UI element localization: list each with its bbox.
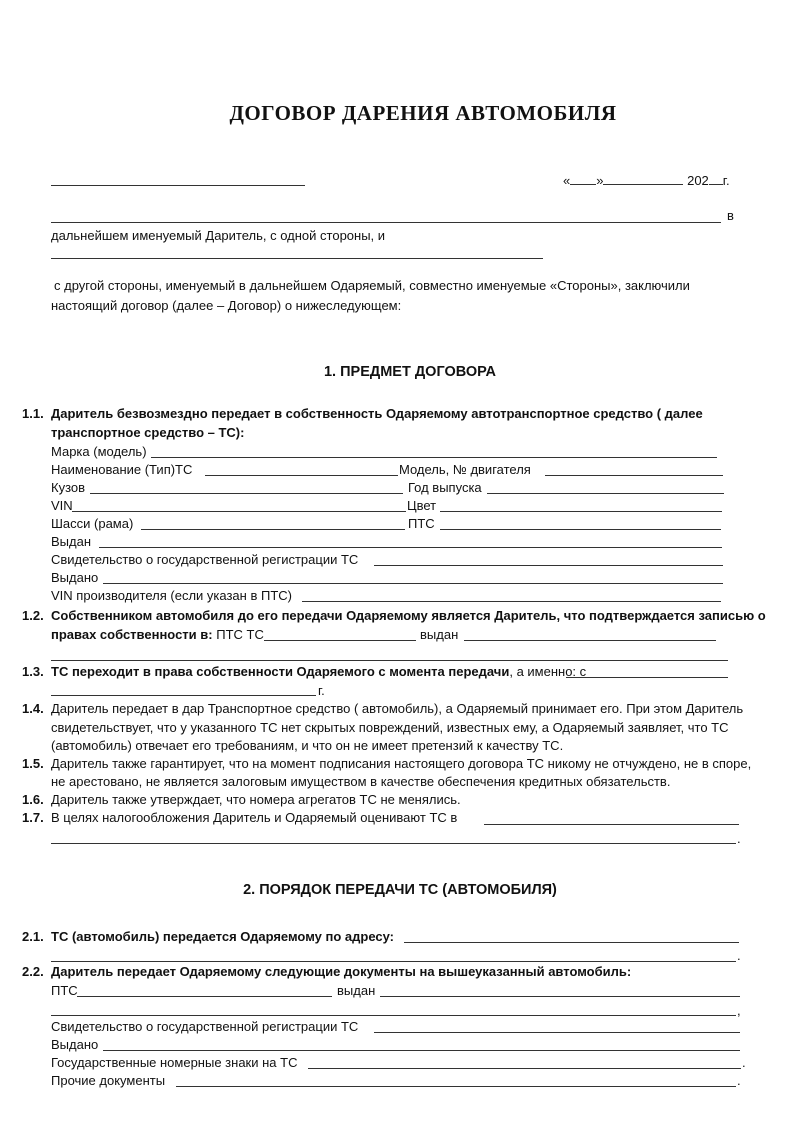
clause-number: 1.5. bbox=[22, 756, 44, 771]
clause-1-5-line-1: Даритель также гарантирует, что на момент подписания настоящего договора ТС никому не отчуждено, не в споре, bbox=[51, 756, 752, 771]
donor-line: дальнейшем именуемый Даритель, с одной стороны, и bbox=[51, 228, 386, 243]
period: . bbox=[742, 1055, 746, 1070]
issued-label: выдан bbox=[420, 627, 459, 642]
pts-field[interactable] bbox=[440, 529, 721, 530]
clause-1-1-line-2: транспортное средство – ТС): bbox=[51, 425, 245, 440]
plates-label: Государственные номерные знаки на ТС bbox=[51, 1055, 298, 1070]
clause-number: 1.4. bbox=[22, 701, 44, 716]
chassis-field[interactable] bbox=[141, 529, 405, 530]
pts-label: ПТС bbox=[51, 983, 78, 998]
issued2-field[interactable] bbox=[103, 1050, 740, 1051]
other-docs-label: Прочие документы bbox=[51, 1073, 166, 1088]
intro-line-1: с другой стороны, именуемый в дальнейшем Одаряемый, совместно именуемые «Стороны», заключили bbox=[54, 278, 690, 293]
address-field[interactable] bbox=[404, 942, 739, 943]
issued-field[interactable] bbox=[99, 547, 722, 548]
clause-number: 1.6. bbox=[22, 792, 44, 807]
transfer-date-field-cont[interactable] bbox=[51, 695, 316, 696]
issued-label: выдан bbox=[337, 983, 376, 998]
brand-label: Марка (модель) bbox=[51, 444, 147, 459]
clause-number: 2.2. bbox=[22, 964, 44, 979]
pts-issued-field[interactable] bbox=[380, 996, 740, 997]
transfer-date-field[interactable] bbox=[566, 677, 728, 678]
place-field[interactable] bbox=[51, 185, 305, 186]
address-field-cont[interactable] bbox=[51, 961, 736, 962]
clause-2-1-line-1: ТС (автомобиль) передается Одаряемому по адресу: bbox=[51, 929, 394, 944]
year-field[interactable] bbox=[487, 493, 724, 494]
intro-line-2: настоящий договор (далее – Договор) о нижеследующем: bbox=[51, 298, 402, 313]
clause-1-4-line-3: (автомобиль) отвечает его требованиям, и что он не имеет претензий к качеству ТС. bbox=[51, 738, 564, 753]
color-field[interactable] bbox=[440, 511, 722, 512]
issued2-label: Выдано bbox=[51, 1037, 99, 1052]
vin-maker-field[interactable] bbox=[302, 601, 721, 602]
period: . bbox=[737, 1073, 741, 1088]
clause-number: 2.1. bbox=[22, 929, 44, 944]
date-field[interactable] bbox=[563, 173, 730, 188]
type-field[interactable] bbox=[205, 475, 398, 476]
clause-1-1-line-1: Даритель безвозмездно передает в собственность Одаряемому автотранспортное средство ( далее bbox=[51, 406, 703, 421]
engine-field[interactable] bbox=[545, 475, 723, 476]
engine-label: Модель, № двигателя bbox=[399, 462, 531, 477]
clause-1-5-line-2: не арестовано, не является залоговым имуществом в качестве обеспечения кредитных обязательств. bbox=[51, 774, 671, 789]
clause-number: 1.2. bbox=[22, 608, 44, 623]
vin-field[interactable] bbox=[72, 511, 406, 512]
clause-1-2-line-1: Собственником автомобиля до его передачи Одаряемому является Даритель, что подтверждается записью о bbox=[51, 608, 766, 623]
reg-cert-label: Свидетельство о государственной регистрации ТС bbox=[51, 552, 359, 567]
reg-cert-field[interactable] bbox=[374, 565, 723, 566]
reg-cert-label: Свидетельство о государственной регистрации ТС bbox=[51, 1019, 359, 1034]
comma: , bbox=[737, 1003, 741, 1018]
document-title: ДОГОВОР ДАРЕНИЯ АВТОМОБИЛЯ bbox=[229, 101, 617, 125]
clause-number: 1.1. bbox=[22, 406, 44, 421]
issued-label: Выдан bbox=[51, 534, 92, 549]
clause-1-3-bold: ТС переходит в права собственности Одаряемого с момента передачи bbox=[51, 664, 510, 679]
section-1-title: 1. ПРЕДМЕТ ДОГОВОРА bbox=[323, 364, 497, 380]
clause-1-4-line-2: свидетельствует, что у указанного ТС нет скрытых повреждений, известных ему, а Одаряемый заявляет, что ТС bbox=[51, 720, 729, 735]
reg-cert-field[interactable] bbox=[374, 1032, 740, 1033]
v-word: в bbox=[727, 208, 734, 223]
quote-close: » bbox=[596, 173, 604, 188]
issued2-label: Выдано bbox=[51, 570, 99, 585]
clause-1-2-bold: правах собственности в: bbox=[51, 627, 213, 642]
clause-number: 1.3. bbox=[22, 664, 44, 679]
pts-issued-field-cont[interactable] bbox=[51, 1015, 736, 1016]
pts-tc-field[interactable] bbox=[264, 640, 416, 641]
brand-field[interactable] bbox=[151, 457, 717, 458]
clause-1-7-line-1: В целях налогообложения Даритель и Одаряемый оценивают ТС в bbox=[51, 810, 458, 825]
color-label: Цвет bbox=[407, 498, 437, 513]
year-prefix: 202 bbox=[687, 173, 709, 188]
vin-label: VIN bbox=[51, 498, 73, 513]
period: . bbox=[737, 831, 741, 846]
period: . bbox=[737, 948, 741, 963]
body-label: Кузов bbox=[51, 480, 86, 495]
other-docs-field[interactable] bbox=[176, 1086, 736, 1087]
valuation-field[interactable] bbox=[484, 824, 739, 825]
year-suffix: г. bbox=[722, 173, 730, 188]
clause-1-4-line-1: Даритель передает в дар Транспортное средство ( автомобиль), а Одаряемый принимает его. При этом Даритель bbox=[51, 701, 744, 716]
year-suffix: г. bbox=[318, 683, 325, 698]
clause-1-6-line-1: Даритель также утверждает, что номера агрегатов ТС не менялись. bbox=[51, 792, 461, 807]
plates-field[interactable] bbox=[308, 1068, 741, 1069]
pts-issued-field[interactable] bbox=[464, 640, 716, 641]
body-field[interactable] bbox=[90, 493, 403, 494]
type-label: Наименование (Тип)ТС bbox=[51, 462, 193, 477]
donee-name-field[interactable] bbox=[51, 258, 543, 259]
clause-1-3-rest: , а именно: с bbox=[509, 664, 587, 679]
donor-name-field[interactable] bbox=[51, 222, 721, 223]
clause-2-2-line-1: Даритель передает Одаряемому следующие документы на вышеуказанный автомобиль: bbox=[51, 964, 632, 979]
pts-tc-label: ПТС ТС bbox=[216, 627, 264, 642]
chassis-label: Шасси (рама) bbox=[51, 516, 134, 531]
pts-label: ПТС bbox=[408, 516, 435, 531]
pts-issued-field-cont[interactable] bbox=[51, 660, 728, 661]
section-2-title: 2. ПОРЯДОК ПЕРЕДАЧИ ТС (АВТОМОБИЛЯ) bbox=[243, 882, 557, 898]
valuation-field-cont[interactable] bbox=[51, 843, 736, 844]
pts-field[interactable] bbox=[77, 996, 332, 997]
year-label: Год выпуска bbox=[408, 480, 482, 495]
clause-number: 1.7. bbox=[22, 810, 44, 825]
issued2-field[interactable] bbox=[103, 583, 723, 584]
vin-maker-label: VIN производителя (если указан в ПТС) bbox=[51, 588, 292, 603]
quote-open: « bbox=[563, 173, 571, 188]
